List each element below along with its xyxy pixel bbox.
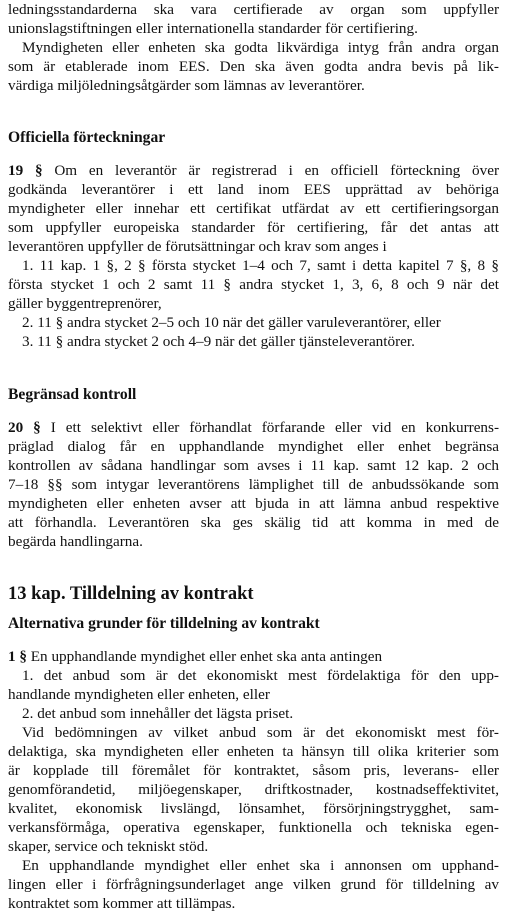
paragraph-number: 1 §	[8, 648, 27, 665]
text-line: En upphandlande myndighet eller enhet ska i annonsen om upphand-	[22, 857, 499, 874]
text-line: att förhandla. Leverantören ska ges skälig tid att komma in med de	[8, 514, 499, 531]
text-span: En upphandlande myndighet eller enhet ska anta antingen	[30, 648, 383, 665]
text-line: gäller byggentreprenörer,	[8, 295, 162, 312]
list-item: 1. det anbud som är det ekonomiskt mest fördelaktiga för den upp-	[22, 667, 499, 684]
text-line: verkansförmåga, operativa egenskaper, funktionella och tekniska egen-	[8, 819, 499, 836]
text-line: handlande myndigheten eller enheten, eller	[8, 686, 270, 703]
text-line: lingen eller i förfrågningsunderlaget ange vilken grund för tilldelning av	[8, 876, 499, 893]
text-line: delaktiga, ska myndigheten eller enheten ta hänsyn till olika kriterier som	[8, 743, 499, 760]
text-line: myndigheter eller innehar ett certifikat utfärdat av ett certifieringsorgan	[8, 200, 499, 217]
list-item: 2. 11 § andra stycket 2–5 och 10 när det gäller varuleverantörer, eller	[22, 314, 441, 331]
list-item: 2. det anbud som innehåller det lägsta priset.	[22, 705, 294, 722]
paragraph-number: 20 §	[8, 419, 41, 436]
text-line: Vid bedömningen av vilket anbud som är det ekonomiskt mest för-	[22, 724, 499, 741]
text-line	[8, 647, 499, 666]
chapter-heading: 13 kap. Tilldelning av kontrakt	[8, 584, 254, 604]
section-heading: Alternativa grunder för tilldelning av kontrakt	[8, 615, 320, 632]
section-heading: Officiella förteckningar	[8, 129, 166, 146]
paragraph-number: 19 §	[8, 162, 43, 179]
text-line: Myndigheten eller enheten ska godta likvärdiga intyg från andra organ	[22, 39, 499, 56]
text-span: I ett selektivt eller förhandlat förfarande eller vid en konkurrens-	[50, 419, 499, 436]
text-line: kontrollen av sådana handlingar som avses i 11 kap. samt 12 kap. 2 och	[8, 457, 499, 474]
text-line: myndigheten eller enheten avser att bjuda in att lämna anbud respektive	[8, 495, 499, 512]
text-line: unionslagstiftningen eller internationella standarder för certifiering.	[8, 20, 418, 37]
text-line: skaper, service och tekniskt stöd.	[8, 838, 209, 855]
text-line: är kopplade till föremålet för kontraktet, såsom pris, leverans- eller	[8, 762, 499, 779]
list-item: 3. 11 § andra stycket 2 och 4–9 när det gäller tjänsteleverantörer.	[22, 333, 415, 350]
text-line: som är etablerade inom EES. Den ska även godta andra bevis på lik-	[8, 58, 499, 75]
text-line: godkända leverantörer i ett land inom EES upprättad av behöriga	[8, 181, 499, 198]
text-line: värdiga miljöledningsåtgärder som lämnas av leverantörer.	[8, 77, 365, 94]
text-line: första stycket 1 och 2 samt 11 § andra stycket 1, 3, 6, 8 och 9 när det	[8, 276, 499, 293]
text-line: som uppfyller europeiska standarder för certifiering, får det antas att	[8, 219, 499, 236]
list-item: 1. 11 kap. 1 §, 2 § första stycket 1–4 och 7, samt i detta kapitel 7 §, 8 §	[22, 257, 499, 274]
text-line: ledningsstandarderna ska vara certifierade av organ som uppfyller	[8, 1, 499, 18]
text-line: kvalitet, ekonomisk livslängd, lönsamhet, försörjningstrygghet, sam-	[8, 800, 499, 817]
section-heading: Begränsad kontroll	[8, 386, 137, 403]
text-line: leverantören uppfyller de förutsättningar och krav som anges i	[8, 238, 387, 255]
text-line: genomförandetid, miljöegenskaper, driftkostnader, kostnadseffektivitet,	[8, 781, 499, 798]
text-line: begärda handlingarna.	[8, 533, 143, 550]
text-line	[8, 418, 499, 437]
text-line: präglad dialog får en upphandlande myndighet eller enhet begränsa	[8, 438, 499, 455]
text-span: Om en leverantör är registrerad i en officiell förteckning över	[54, 162, 500, 179]
text-line: kontraktet som kommer att tillämpas.	[8, 895, 236, 912]
text-line	[8, 161, 499, 180]
text-line: 7–18 §§ som intygar leverantörens lämplighet till de anbudssökande som	[8, 476, 499, 493]
